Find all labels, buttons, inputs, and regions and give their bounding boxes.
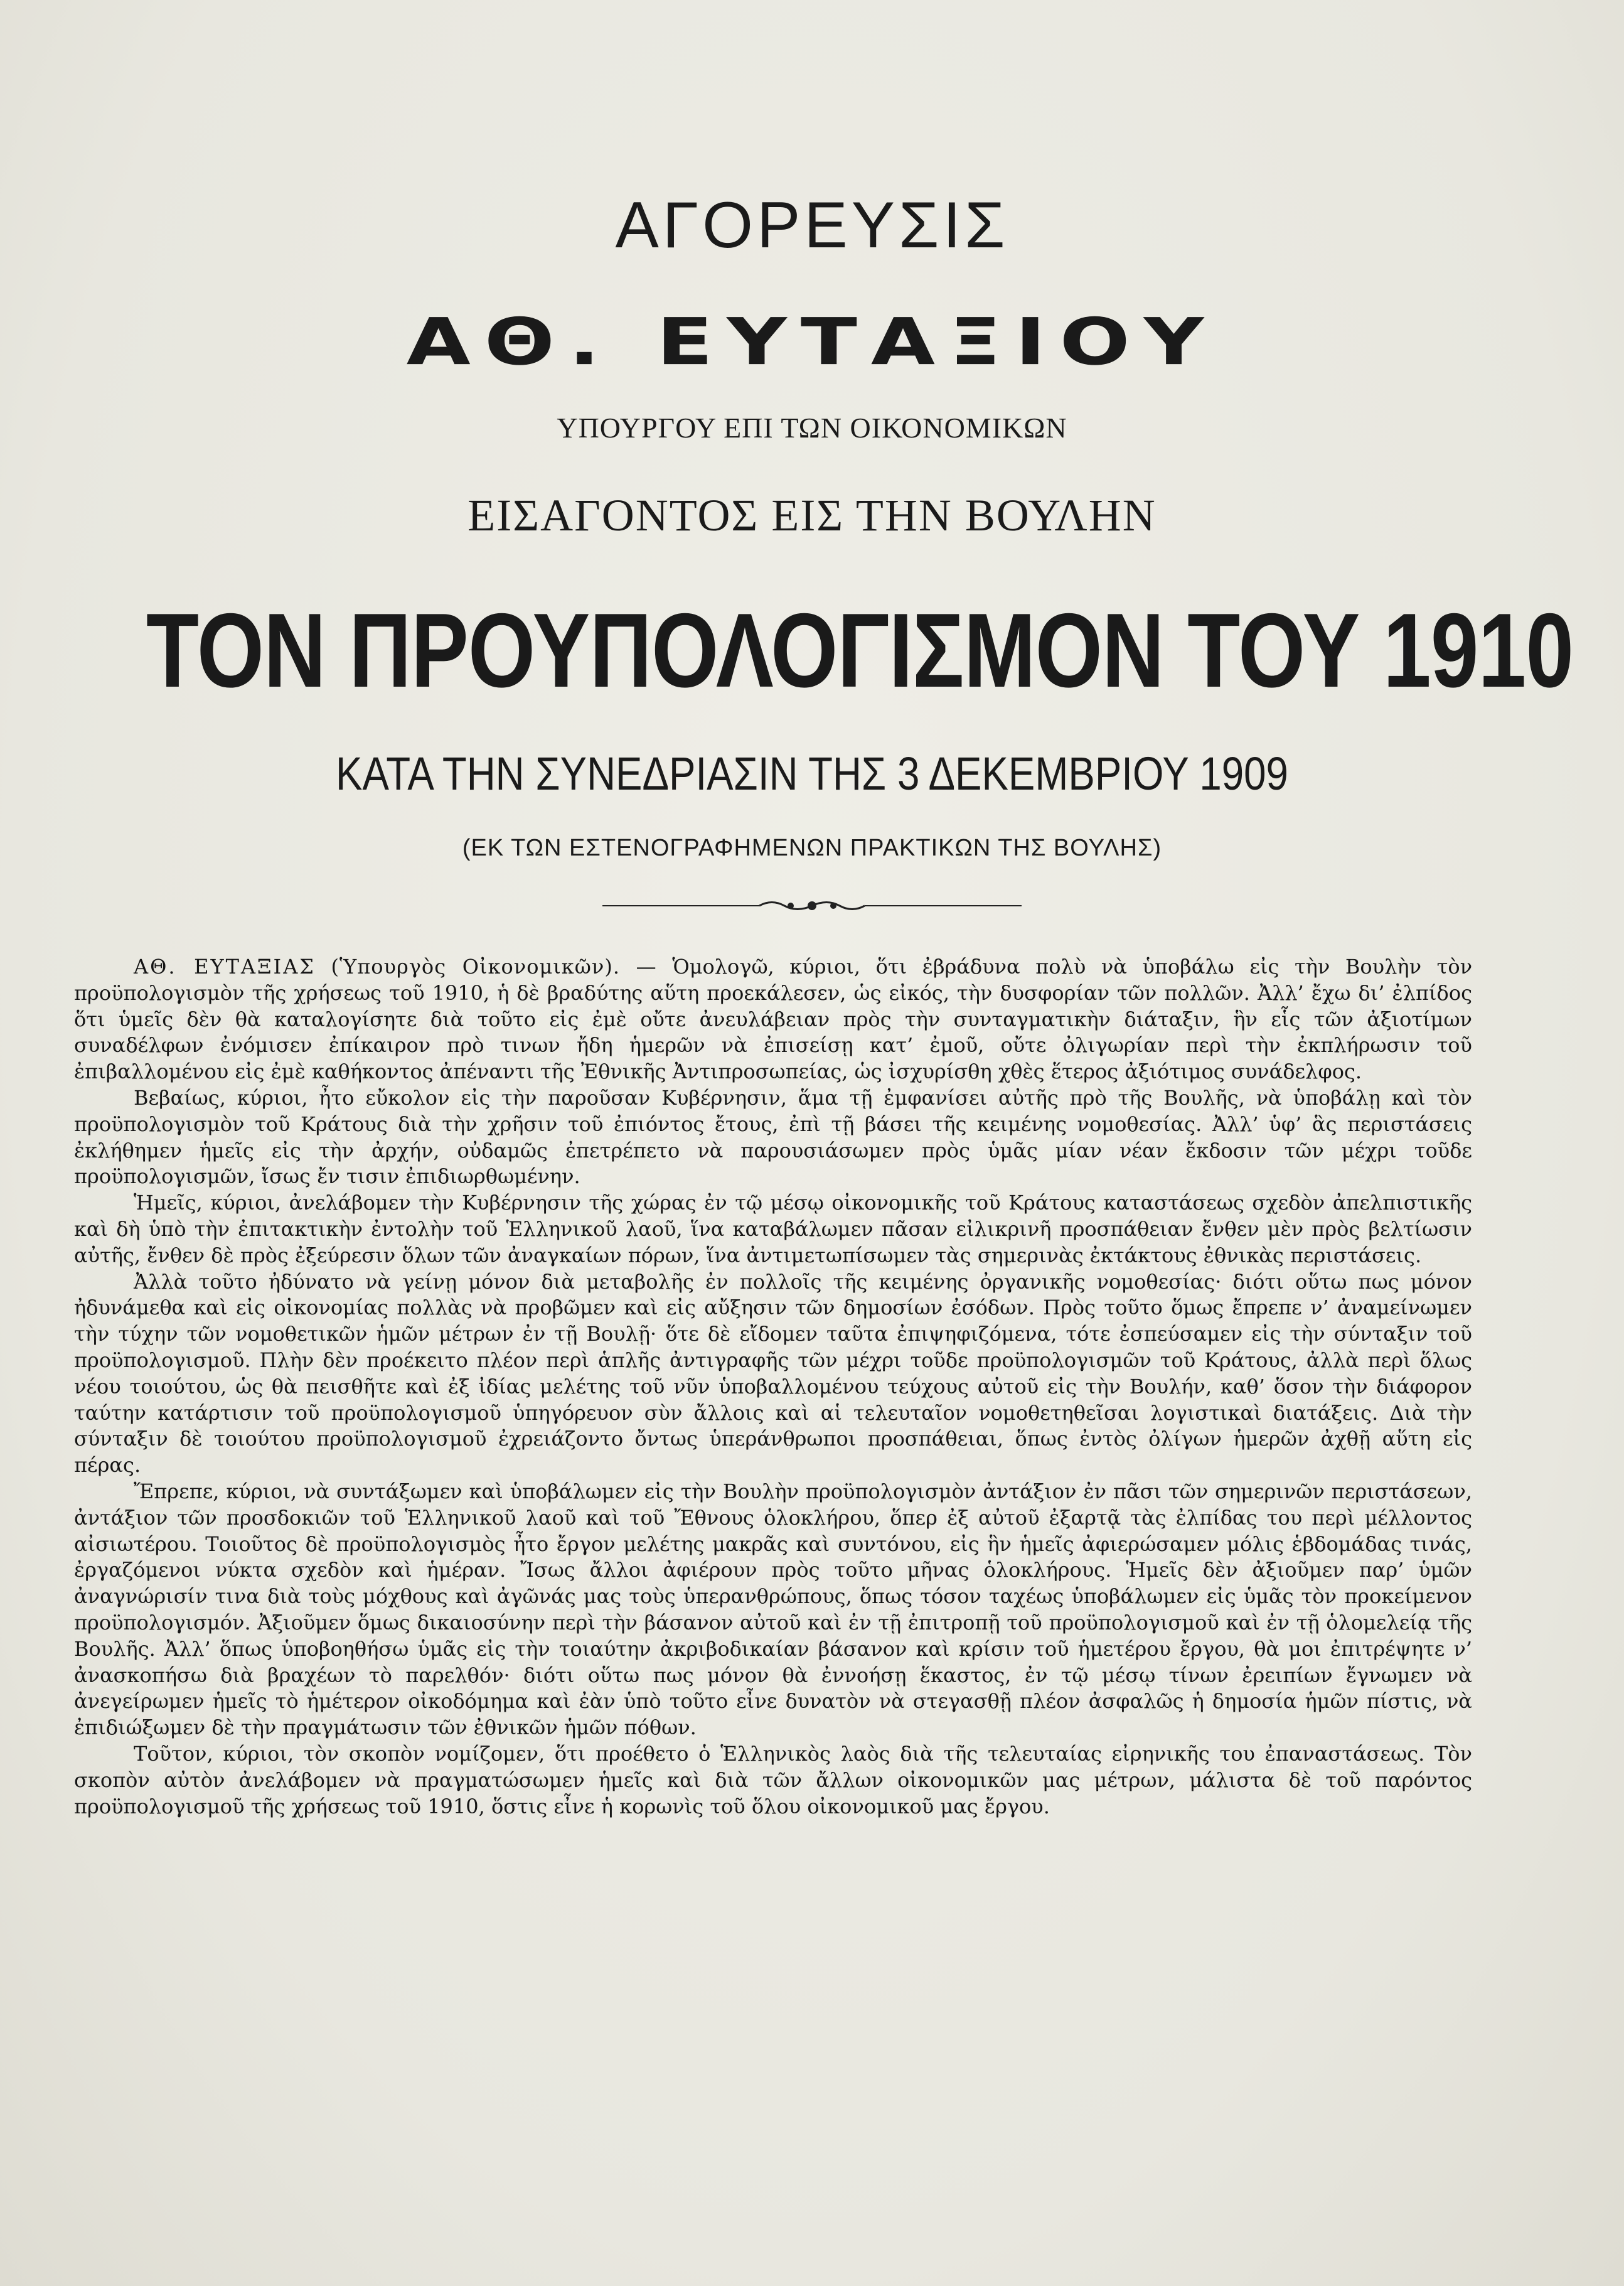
session-date: ΚΑΤΑ ΤΗΝ ΣΥΝΕΔΡΙΑΣΙΝ ΤΗΣ 3 ΔΕΚΕΜΒΡΙΟΥ 1909 — [336, 748, 1288, 800]
speech-kicker: ΑΓΟΡΕΥΣΙΣ — [615, 189, 1009, 262]
speech-body — [74, 954, 1472, 1820]
speech-paragraph: Ἡμεῖς, κύριοι, ἀνελάβομεν τὴν Κυβέρνησιν τῆς χώρας ἐν τῷ μέσῳ οἰκονομικῆς τοῦ Κράτους καταστάσεως σχεδὸν ἀπελπιστικῆς καὶ δὴ ὑπὸ τὴν ἐπιτακτικὴν ἐντολὴν τοῦ Ἑλληνικοῦ λαοῦ, ἵνα καταβάλωμεν πᾶσαν εἰλικρινῆ προσπάθειαν ἔνθεν μὲν πρὸς βελτίωσιν αὐτῆς, ἔνθεν δὲ πρὸς ἐξεύρεσιν ὅλων τῶν ἀναγκαίων πόρων, ἵνα ἀντιμετωπίσωμεν τὰς σημερινὰς ἐκτάκτους ἐθνικὰς περιστάσεις. — [74, 1191, 1472, 1267]
author-title: ΥΠΟΥΡΓΟΥ ΕΠΙ ΤΩΝ ΟΙΚΟΝΟΜΙΚΩΝ — [557, 412, 1067, 444]
presenting-line: ΕΙΣΑΓΟΝΤΟΣ ΕΙΣ ΤΗΝ ΒΟΥΛΗΝ — [467, 490, 1157, 540]
speech-paragraph: Ἀλλὰ τοῦτο ἠδύνατο νὰ γείνῃ μόνον διὰ μεταβολῆς ἐν πολλοῖς τῆς κειμένης ὀργανικῆς νομοθεσίας· διότι οὕτω πως μόνον ἠδυνάμεθα καὶ εἰς οἰκονομίας πολλὰς νὰ προβῶμεν καὶ εἰς αὔξησιν τῶν δημοσίων ἐσόδων. Πρὸς τοῦτο ὅμως ἔπρεπε ν’ ἀναμείνωμεν τὴν τύχην τῶν νομοθετικῶν ἡμῶν μέτρων ἐν τῇ Βουλῇ· ὅτε δὲ εἴδομεν ταῦτα ἐπιψηφιζόμενα, τότε ἐσπεύσαμεν εἰς τὴν σύνταξιν τοῦ προϋπολογισμοῦ. Πλὴν δὲν προέκειτο πλέον περὶ ἁπλῆς ἀντιγραφῆς τῶν μέχρι τοῦδε προϋπολογισμῶν τοῦ Κράτους, ἀλλὰ περὶ ὅλως νέου τοιούτου, ὡς θὰ πεισθῆτε καὶ ἐξ ἰδίας μελέτης τοῦ νῦν ὑποβαλλομένου τεύχους αὐτοῦ εἰς τὴν Βουλήν, καθ’ ὅσον τὴν διάφορον ταύτην κατάρτισιν τοῦ προϋπολογισμοῦ ὑπηγόρευον σὺν ἄλλοις καὶ αἱ τελευταῖον νομοθετηθεῖσαι λογιστικαὶ διατάξεις. Διὰ τὴν σύνταξιν δὲ τοιούτου προϋπολογισμοῦ ἐχρειάζοντο ὄντως ὑπεράνθρωποι προσπάθειαι, ὅπως ἐντὸς ὀλίγων ἡμερῶν ἀχθῇ αὕτη εἰς πέρας. — [74, 1269, 1472, 1478]
speaker-role: (Ὑπουργὸς Οἰκονομικῶν). — — [331, 955, 657, 979]
divider-ornament-icon — [602, 896, 1022, 915]
author-name: ΑΘ. ΕΥΤΑΞΙΟΥ — [406, 304, 1218, 380]
speech-paragraph: Ἔπρεπε, κύριοι, νὰ συντάξωμεν καὶ ὑποβάλωμεν εἰς τὴν Βουλὴν προϋπολογισμὸν ἀντάξιον ἐν πᾶσι τῶν σημερινῶν περιστάσεων, ἀντάξιον τῶν προσδοκιῶν τοῦ Ἑλληνικοῦ λαοῦ καὶ τοῦ Ἔθνους ὁλοκλήρου, ὅπερ ἐξ αὐτοῦ ἐξαρτᾷ τὰς ἐλπίδας του περὶ μέλλοντος αἰσιωτέρου. Τοιοῦτος δὲ προϋπολογισμὸς ἦτο ἔργον μελέτης μακρᾶς καὶ συντόνου, εἰς ἣν ἡμεῖς ἀφιερώσαμεν μόλις ἑβδομάδας τινάς, ἐργαζόμενοι νύκτα σχεδὸν καὶ ἡμέραν. Ἴσως ἄλλοι ἀφιέρουν πρὸς τοῦτο μῆνας ὁλοκλήρους. Ἡμεῖς δὲν ἀξιοῦμεν παρ’ ὑμῶν ἀναγνώρισίν τινα διὰ τοὺς μόχθους καὶ ἀγῶνάς μας τοὺς ὑπερανθρώπους, ὅπως τόσον ταχέως ὑποβάλωμεν εἰς ὑμᾶς τὸν προκείμενον προϋπολογισμόν. Ἀξιοῦμεν ὅμως δικαιοσύνην περὶ τὴν βάσανον αὐτοῦ καὶ ἐν τῇ ἐπιτροπῇ τοῦ προϋπολογισμοῦ καὶ ἐν τῇ ὁλομελείᾳ τῆς Βουλῆς. Ἀλλ’ ὅπως ὑποβοηθήσω ὑμᾶς εἰς τὴν τοιαύτην ἀκριβοδικαίαν βάσανον καὶ κρίσιν τοῦ ἡμετέρου ἔργου, θὰ μοι ἐπιτρέψητε ν’ ἀνασκοπήσω διὰ βραχέων τὸ παρελθόν· διότι οὕτω πως μόνον θὰ ἐννοήσῃ ἕκαστος, ἐν τῷ μέσῳ τίνων ἐρειπίων ἔγνωμεν νὰ ἀνεγείρωμεν ἡμεῖς τὸ ἡμέτερον οἰκοδόμημα καὶ ἐὰν ὑπὸ τοῦτο εἶνε δυνατὸν νὰ στεγασθῇ πλέον ἀσφαλῶς ἡ δημοσία ἡμῶν πίστις, νὰ ἐπιδιώξωμεν δὲ τὴν πραγμάτωσιν τῶν ἐθνικῶν ἡμῶν πόθων. — [74, 1479, 1472, 1740]
speech-paragraph: Τοῦτον, κύριοι, τὸν σκοπὸν νομίζομεν, ὅτι προέθετο ὁ Ἑλληνικὸς λαὸς διὰ τῆς τελευταίας εἰρηνικῆς του ἐπαναστάσεως. Τὸν σκοπὸν αὐτὸν ἀνελάβομεν νὰ πραγματώσωμεν ἡμεῖς καὶ διὰ τῶν ἄλλων οἰκονομικῶν μας μέτρων, μάλιστα δὲ τοῦ παρόντος προϋπολογισμοῦ τῆς χρήσεως τοῦ 1910, ὅστις εἶνε ἡ κορωνὶς τοῦ ὅλου οἰκονομικοῦ μας ἔργου. — [74, 1741, 1472, 1818]
speech-paragraph: Βεβαίως, κύριοι, ἦτο εὔκολον εἰς τὴν παροῦσαν Κυβέρνησιν, ἅμα τῇ ἐμφανίσει αὐτῆς πρὸ τῆς Βουλῆς, νὰ ὑποβάλῃ καὶ τὸν προϋπολογισμὸν τοῦ Κράτους διὰ τὴν χρῆσιν τοῦ ἐπιόντος ἔτους, ἐπὶ τῇ βάσει τῆς κειμένης νομοθεσίας. Ἀλλ’ ὑφ’ ἃς περιστάσεις ἐκλήθημεν ἡμεῖς εἰς τὴν ἀρχήν, οὐδαμῶς ἐπετρέπετο νὰ παρουσιάσωμεν πρὸς ὑμᾶς μίαν νέαν ἔκδοσιν τῶν μέχρι τοῦδε προϋπολογισμῶν, ἴσως ἔν τισιν ἐπιδιωρθωμένην. — [74, 1085, 1472, 1189]
paragraph-text: Ὁμολογῶ, κύριοι, ὅτι ἐβράδυνα πολὺ νὰ ὑποβάλω εἰς τὴν Βουλὴν τὸν προϋπολογισμὸν τῆς χρήσεως τοῦ 1910, ἡ δὲ βραδύτης αὕτη προεκάλεσεν, ὡς εἰκός, τὴν δυσφορίαν τῶν πολλῶν. Ἀλλ’ ἔχω δι’ ἐλπίδος ὅτι ὑμεῖς δὲν θὰ καταλογίσητε διὰ τοῦτο εἰς ἐμὲ οὔτε ἀνευλάβειαν πρὸς τὴν συνταγματικὴν διάταξιν, ἣν εἷς τῶν ἀξιοτίμων συναδέλφων ἐνόμισεν ἐπίκαιρον πρὸ τινων ἤδη ἡμερῶν νὰ ἐπισείσῃ κατ’ ἐμοῦ, οὔτε ὀλιγωρίαν περὶ τὴν ἐκπλήρωσιν τοῦ ἐπιβαλλομένου εἰς ἐμὲ καθήκοντος ἀπέναντι τῆς Ἐθνικῆς Ἀντιπροσωπείας, ὡς ἰσχυρίσθη χθὲς ἕτερος ἀξιότιμος συνάδελφος. — [74, 955, 1473, 1084]
budget-title: ΤΟΝ ΠΡΟΥΠΟΛΟΓΙΣΜΟΝ ΤΟΥ 1910 — [146, 591, 1574, 709]
speech-paragraph — [74, 954, 1472, 1085]
source-note: (ΕΚ ΤΩΝ ΕΣΤΕΝΟΓΡΑΦΗΜΕΝΩΝ ΠΡΑΚΤΙΚΩΝ ΤΗΣ ΒΟΥΛΗΣ) — [462, 835, 1162, 861]
speaker-name: ΑΘ. ΕΥΤΑΞΙΑΣ — [134, 955, 316, 979]
